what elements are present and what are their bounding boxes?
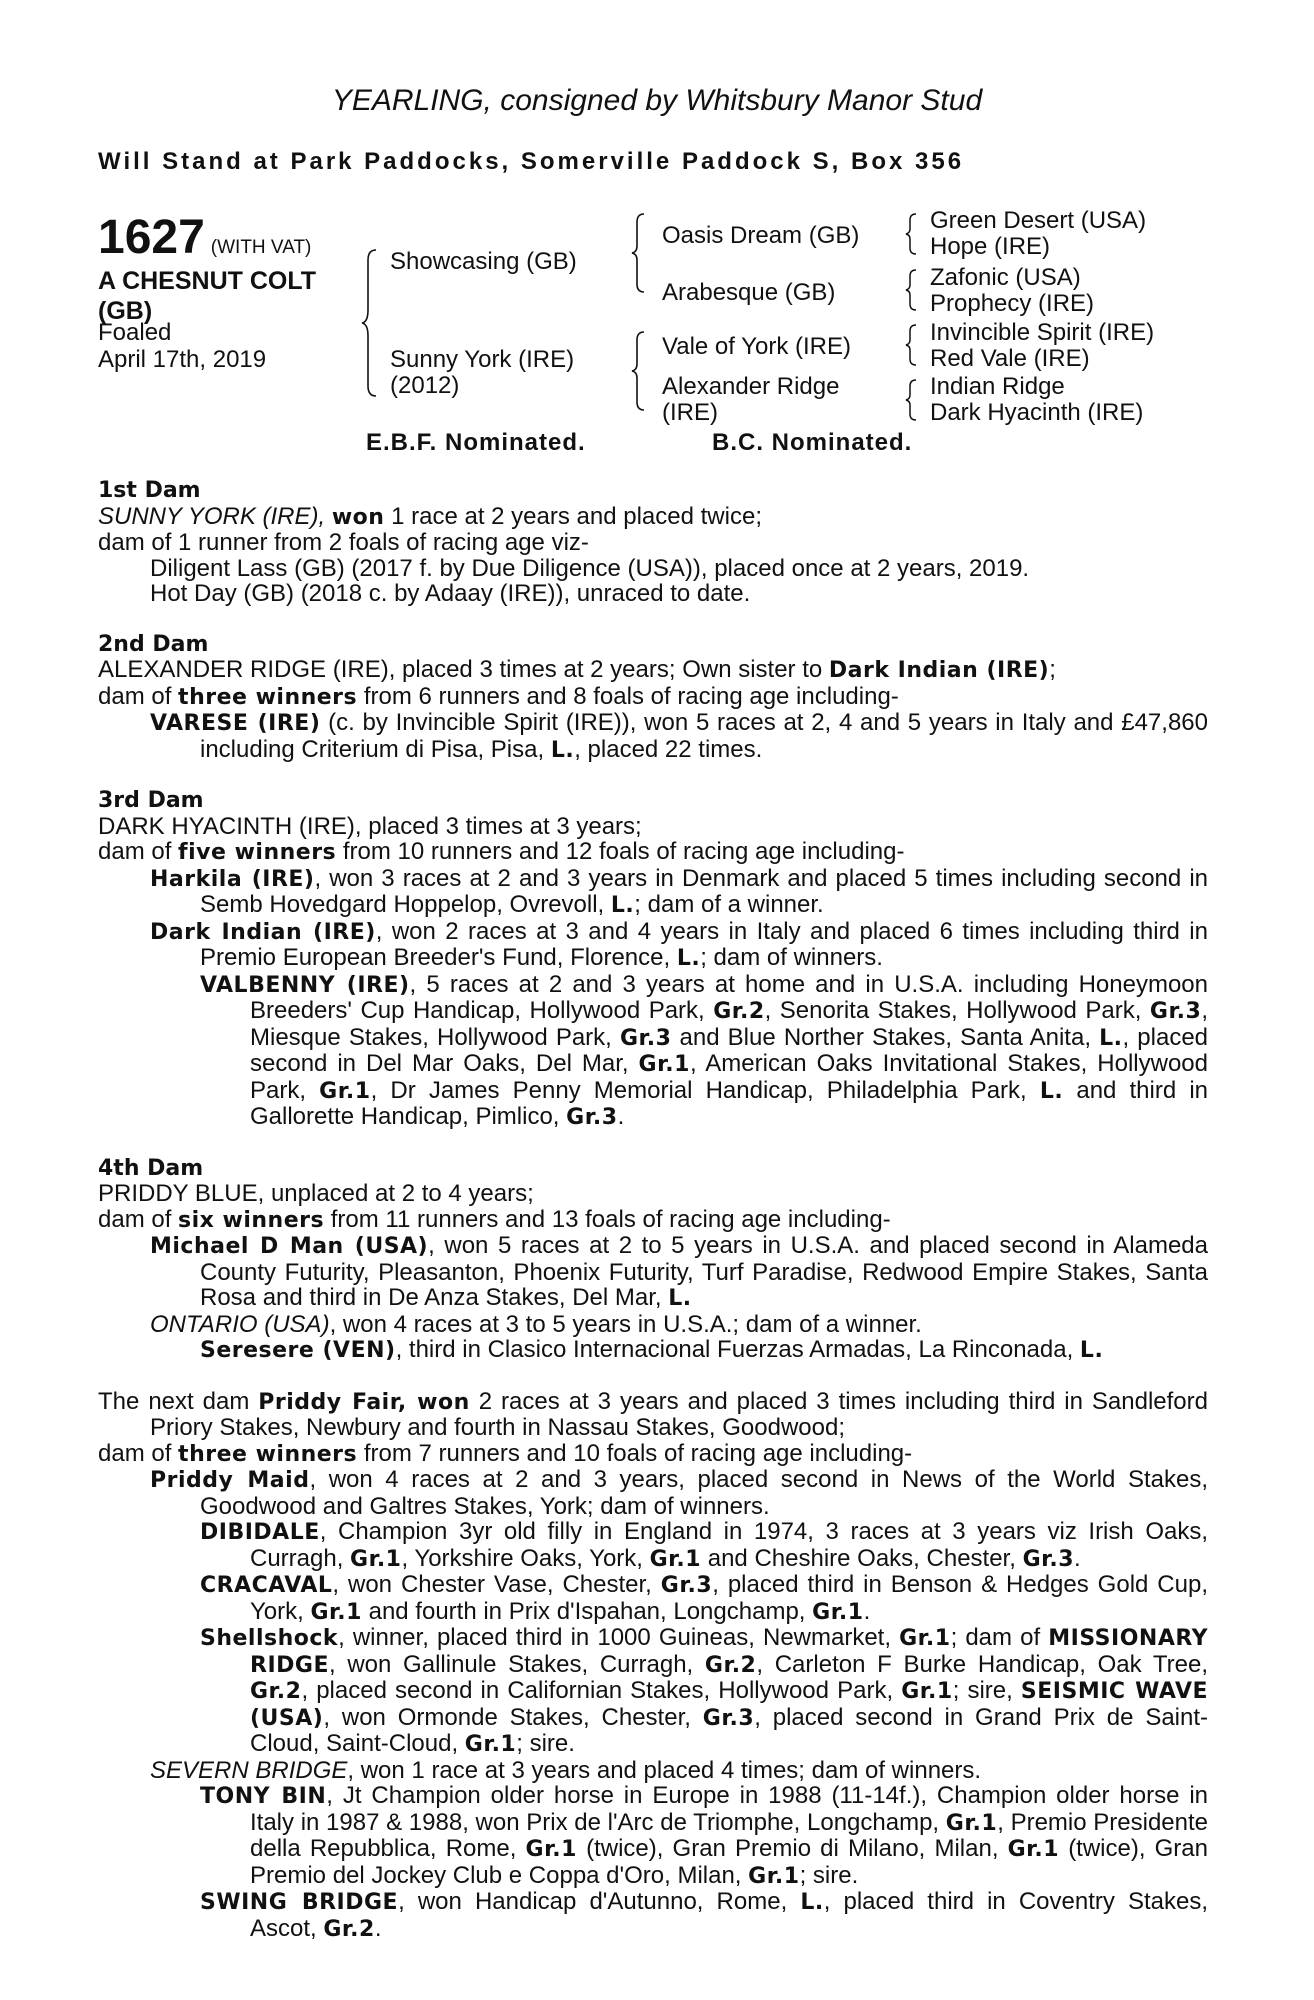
lot-description: A CHESNUT COLT (GB) [98, 267, 317, 325]
produce-line: dam of three winners from 6 runners and 8 foals of racing age including- [98, 682, 899, 710]
vat-note: (WITH VAT) [210, 237, 312, 258]
produce-entry: Priddy Maid, won 4 races at 2 and 3 years, placed second in News of the World Stakes, Goodwood and Galtres Stakes, York; dam of winners. [150, 1466, 1208, 1520]
foaled-label: Foaled [98, 319, 172, 346]
ebf-nominated: E.B.F. Nominated. [366, 429, 586, 456]
produce-entry: SEVERN BRIDGE, won 1 race at 3 years and placed 4 times; dam of winners. [150, 1756, 982, 1784]
section-heading: 4th Dam [98, 1155, 204, 1181]
produce-entry: Diligent Lass (GB) (2017 f. by Due Diligence (USA)), placed once at 2 years, 2019. [150, 554, 1030, 582]
dam-sire: Vale of York (IRE) [662, 333, 851, 360]
pedigree-brace-ds [904, 323, 920, 367]
produce-entry: VALBENNY (IRE), 5 races at 2 and 3 years at home and in U.S.A. including Honeymoon Breeders' Cup Handicap, Hollywood Park, Gr.2, Senorita Stakes, Hollywood Park, Gr.3, Miesque Stakes, Hollywood Park, Gr.3 and Blue Norther Stakes, Santa Anita, L., placed second in Del Mar Oaks, Del Mar, Gr.1, American Oaks Invitational Stakes, Hollywood Park, Gr.1, Dr James Penny Memorial Handicap, Philadelphia Park, L. and third in Gallorette Handicap, Pimlico, Gr.3. [200, 970, 1209, 1130]
produce-entry: CRACAVAL, won Chester Vase, Chester, Gr.3, placed third in Benson & Hedges Gold Cup, York, Gr.1 and fourth in Prix d'Ispahan, Longchamp, Gr.1. [200, 1571, 1209, 1625]
dam-dam: Alexander Ridge [662, 373, 840, 400]
ds-sire: Invincible Spirit (IRE) [930, 319, 1155, 346]
dam: Sunny York (IRE) [390, 346, 575, 373]
sire: Showcasing (GB) [390, 248, 577, 275]
foaled-date: April 17th, 2019 [98, 346, 267, 373]
fourth-dam-section [98, 1156, 1208, 1364]
dam-line: DARK HYACINTH (IRE), placed 3 times at 3 years; [98, 812, 642, 840]
produce-entry: Harkila (IRE), won 3 races at 2 and 3 years in Denmark and placed 5 times including second in Semb Hovedgard Hoppelop, Ovrevoll, L.; dam of a winner. [150, 864, 1208, 918]
section-heading: 2nd Dam [98, 631, 209, 657]
section-heading: 3rd Dam [98, 788, 204, 813]
pedigree-brace-main [360, 248, 380, 398]
produce-entry: ONTARIO (USA), won 4 races at 3 to 5 years in U.S.A.; dam of a winner. [150, 1310, 922, 1338]
second-dam-section [98, 632, 1208, 764]
catalogue-body [98, 478, 1208, 1942]
produce-line: dam of six winners from 11 runners and 13 foals of racing age including- [98, 1205, 891, 1233]
pedigree-brace-dd [904, 378, 920, 422]
produce-entry: Hot Day (GB) (2018 c. by Adaay (IRE)), unraced to date. [150, 580, 751, 607]
produce-line: dam of five winners from 10 runners and 12 foals of racing age including- [98, 838, 905, 865]
ss-dam: Hope (IRE) [930, 233, 1051, 260]
dam-dam-country: (IRE) [662, 399, 718, 426]
pedigree-brace-ss [904, 212, 920, 256]
produce-entry: Shellshock, winner, placed third in 1000 Guineas, Newmarket, Gr.1; dam of MISSIONARY RIDGE, won Gallinule Stakes, Curragh, Gr.2, Carleton F Burke Handicap, Oak Tree, Gr.2, placed second in Californian Stakes, Hollywood Park, Gr.1; sire, SEISMIC WAVE (USA), won Ormonde Stakes, Chester, Gr.3, placed second in Grand Prix de Saint-Cloud, Saint-Cloud, Gr.1; sire. [200, 1624, 1209, 1757]
dam-line: ALEXANDER RIDGE (IRE), placed 3 times at 2 years; Own sister to Dark Indian (IRE); [98, 656, 1056, 683]
sire-dam: Arabesque (GB) [662, 279, 836, 306]
produce-entry: Dark Indian (IRE), won 2 races at 3 and 4 years in Italy and placed 6 times including third in Premio European Breeder's Fund, Florence, L.; dam of winners. [150, 917, 1208, 971]
bc-nominated: B.C. Nominated. [712, 429, 913, 456]
dam-line: PRIDDY BLUE, unplaced at 2 to 4 years; [98, 1180, 534, 1207]
sd-sire: Zafonic (USA) [930, 264, 1081, 291]
produce-entry: Michael D Man (USA), won 5 races at 2 to 5 years in U.S.A. and placed second in Alameda County Futurity, Pleasanton, Phoenix Futurity, Turf Paradise, Redwood Empire Stakes, Santa Rosa and third in De Anza Stakes, Del Mar, L. [150, 1232, 1208, 1311]
pedigree-brace-sd [904, 268, 920, 312]
produce-line: dam of three winners from 7 runners and 10 foals of racing age including- [98, 1439, 913, 1467]
stand-location: Will Stand at Park Paddocks, Somerville Paddock S, Box 356 [98, 148, 965, 175]
section-heading: 1st Dam [98, 478, 201, 503]
dd-sire: Indian Ridge [930, 373, 1065, 400]
produce-entry: VARESE (IRE) (c. by Invincible Spirit (IRE)), won 5 races at 2, 4 and 5 years in Italy and £47,860 including Criterium di Pisa, Pisa, L., placed 22 times. [150, 709, 1208, 763]
produce-entry: TONY BIN, Jt Champion older horse in Europe in 1988 (11-14f.), Champion older horse in Italy in 1987 & 1988, won Prix de l'Arc de Triomphe, Longchamp, Gr.1, Premio Presidente della Repubblica, Rome, Gr.1 (twice), Gran Premio di Milano, Milan, Gr.1 (twice), Gran Premio del Jockey Club e Coppa d'Oro, Milan, Gr.1; sire. [200, 1782, 1209, 1889]
next-dam-section [98, 1389, 1208, 1943]
pedigree-brace-dam [630, 330, 648, 412]
produce-entry: SWING BRIDGE, won Handicap d'Autunno, Rome, L., placed third in Coventry Stakes, Ascot, Gr.2. [200, 1888, 1209, 1942]
pedigree-brace-sire [630, 212, 648, 294]
consignment-title: YEARLING, consigned by Whitsbury Manor Stud [331, 84, 983, 117]
ds-dam: Red Vale (IRE) [930, 345, 1090, 372]
produce-line: dam of 1 runner from 2 foals of racing age viz- [98, 529, 589, 556]
ss-sire: Green Desert (USA) [930, 207, 1147, 234]
third-dam-section [98, 788, 1208, 1131]
produce-entry: DIBIDALE, Champion 3yr old filly in England in 1974, 3 races at 3 years viz Irish Oaks, Curragh, Gr.1, Yorkshire Oaks, York, Gr.1 and Cheshire Oaks, Chester, Gr.3. [200, 1518, 1208, 1572]
dam-line: SUNNY YORK (IRE), won 1 race at 2 years and placed twice; [98, 502, 762, 530]
sd-dam: Prophecy (IRE) [930, 290, 1095, 317]
lot-number: 1627 (WITH VAT) [98, 211, 312, 264]
produce-entry: Seresere (VEN), third in Clasico Internacional Fuerzas Armadas, La Rinconada, L. [200, 1336, 1104, 1363]
dam-year: (2012) [390, 372, 460, 399]
first-dam-section [98, 478, 1208, 607]
sire-sire: Oasis Dream (GB) [662, 222, 860, 249]
dd-dam: Dark Hyacinth (IRE) [930, 399, 1144, 426]
dam-line: The next dam Priddy Fair, won 2 races at 3 years and placed 3 times including third in Sandleford Priory Stakes, Newbury and fourth in Nassau Stakes, Goodwood; [98, 1387, 1208, 1441]
